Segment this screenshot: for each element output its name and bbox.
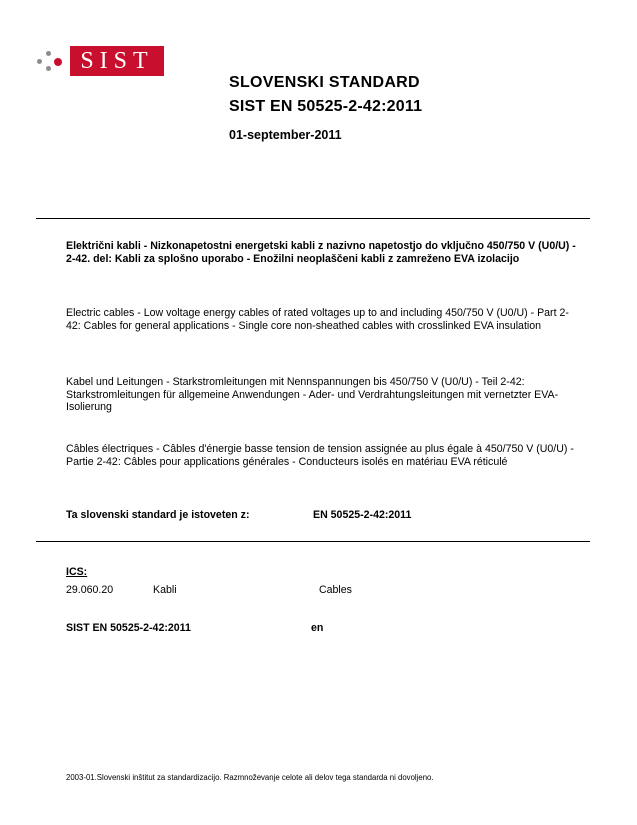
- logo-wordmark: SIST: [70, 46, 164, 76]
- standard-type: SLOVENSKI STANDARD: [229, 74, 420, 91]
- ics-name-english: Cables: [319, 584, 352, 596]
- logo-dot: [46, 51, 51, 56]
- identity-value: EN 50525-2-42:2011: [313, 509, 412, 521]
- publication-date: 01-september-2011: [229, 128, 342, 142]
- identity-label: Ta slovenski standard je istoveten z:: [66, 509, 250, 521]
- title-french: Câbles électriques - Câbles d'énergie basse tension de tension assignée au plus égale à 450/750 V (U0/U) - Partie 2-42: Câbles pour applications générales - Conducteurs isolés en matériau EVA réticulé: [66, 443, 574, 468]
- title-german: Kabel und Leitungen - Starkstromleitungen mit Nennspannungen bis 450/750 V (U0/U) - Teil 2-42: Starkstromleitungen für allgemeine Anwendungen - Ader- und Verdrahtungsleitungen mit vernetzter EVA-Isolierung: [66, 376, 559, 413]
- reference-code: SIST EN 50525-2-42:2011: [66, 622, 191, 634]
- sist-logo: [36, 44, 164, 80]
- logo-dot-accent: [54, 58, 62, 66]
- title-english: Electric cables - Low voltage energy cables of rated voltages up to and including 450/750 V (U0/U) - Part 2-42: Cables for general applications - Single core non-sheathed cables with crosslinked EVA insulation: [66, 307, 569, 332]
- standard-number: SIST EN 50525-2-42:2011: [229, 98, 423, 115]
- reference-language: en: [311, 622, 324, 634]
- title-slovenian: Električni kabli - Nizkonapetostni energetski kabli z nazivno napetostjo do vključno 450/750 V (U0/U) - 2-42. del: Kabli za splošno uporabo - Enožilni neoplaščeni kabli z zamreženo EVA izolacijo: [66, 240, 576, 265]
- copyright-footer: 2003-01.Slovenski inštitut za standardizacijo. Razmnoževanje celote ali delov tega standarda ni dovoljeno.: [66, 773, 434, 782]
- logo-dot: [37, 59, 42, 64]
- ics-code: 29.060.20: [66, 584, 114, 596]
- divider-top: [36, 218, 590, 219]
- logo-dot: [46, 66, 51, 71]
- divider-bottom: [36, 541, 590, 542]
- ics-heading: ICS:: [66, 566, 88, 578]
- ics-name-slovenian: Kabli: [153, 584, 177, 596]
